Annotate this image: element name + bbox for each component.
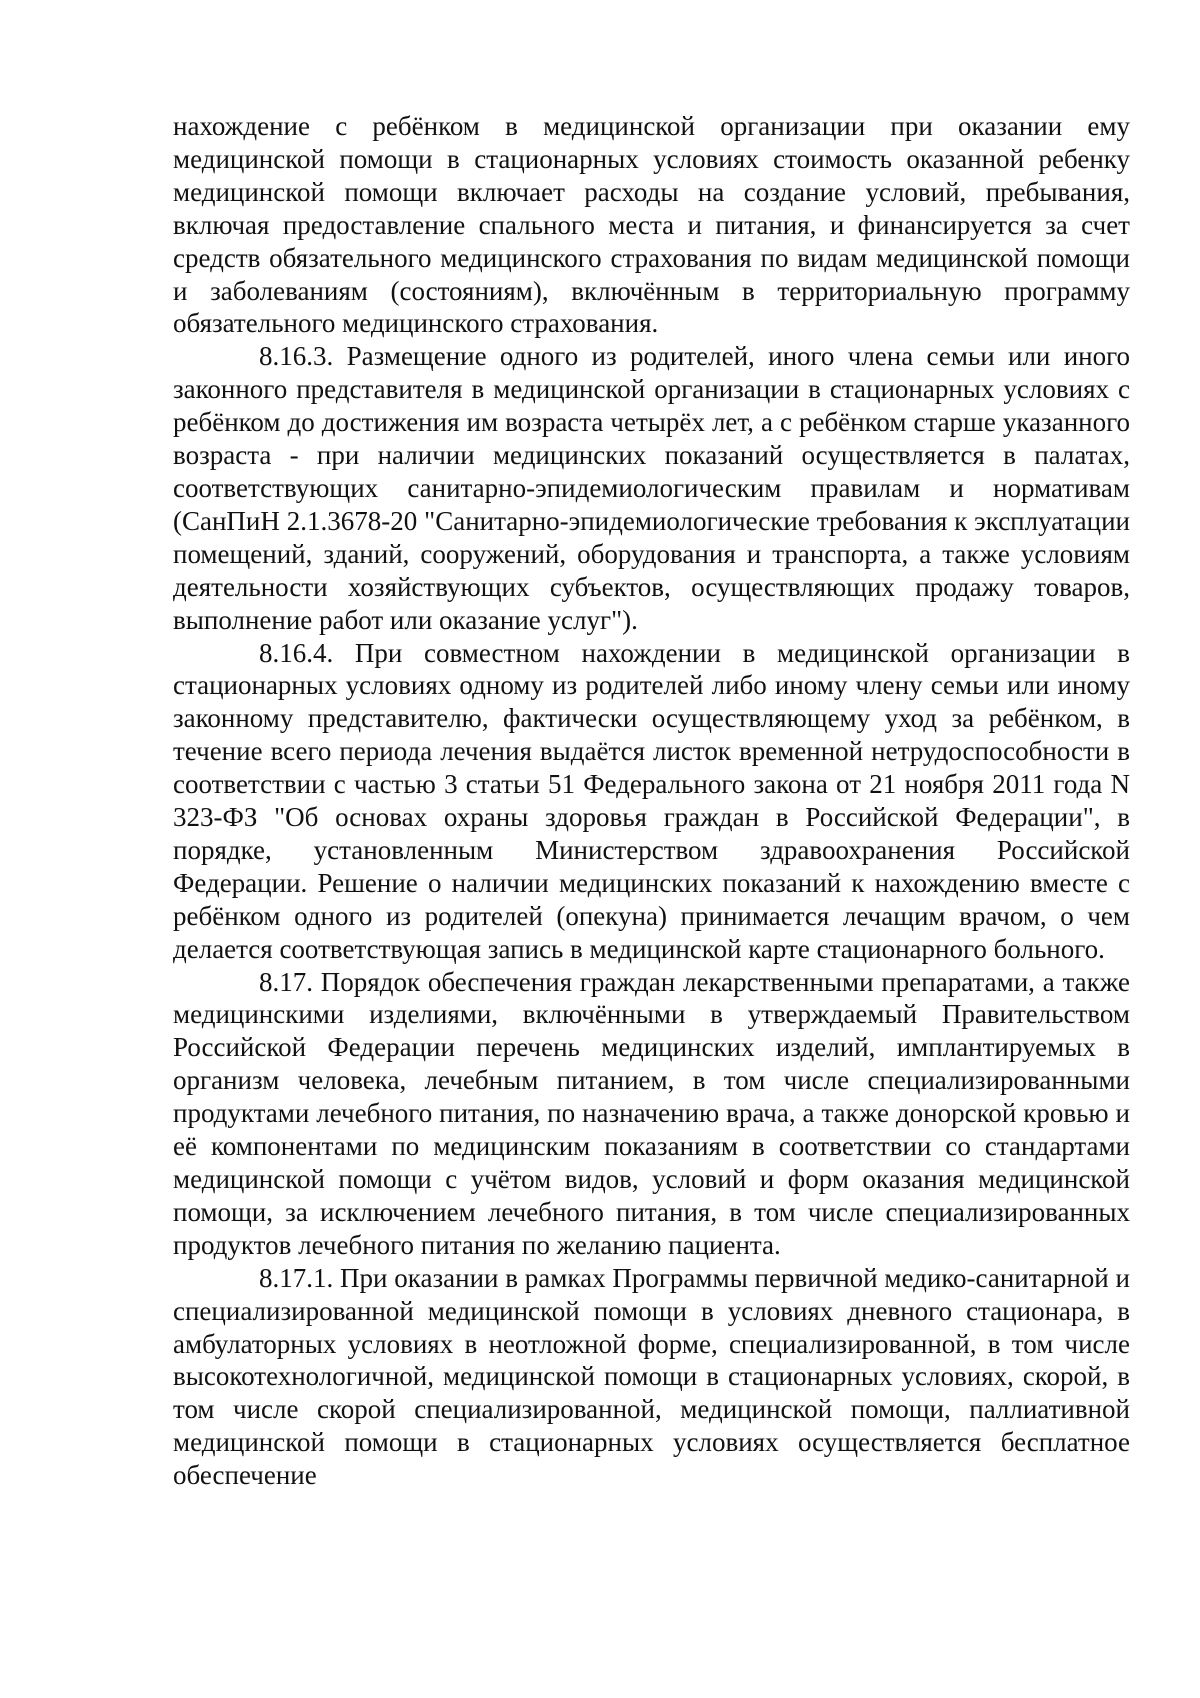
paragraph-continuation: нахождение с ребёнком в медицинской организации при оказании ему медицинской помощи в стационарных условиях стоимость оказанной ребенку медицинской помощи включает расходы на создание условий, пребывания, включая предоставление спального места и питания, и финансируется за счет средств обязательного медицинского страхования по видам медицинской помощи и заболеваниям (состояниям), включённым в территориальную программу обязательного медицинского страхования.	[173, 111, 1130, 339]
paragraph-8-17-1: 8.17.1. При оказании в рамках Программы первичной медико-санитарной и специализированной медицинской помощи в условиях дневного стационара, в амбулаторных условиях в неотложной форме, специализированной, в том числе высокотехнологичной, медицинской помощи в стационарных условиях, скорой, в том числе скорой специализированной, медицинской помощи, паллиативной медицинской помощи в стационарных условиях осуществляется бесплатное обеспечение	[173, 1262, 1130, 1491]
document-body	[173, 110, 1130, 1492]
paragraph-8-16-3: 8.16.3. Размещение одного из родителей, иного члена семьи или иного законного представителя в медицинской организации в стационарных условиях с ребёнком до достижения им возраста четырёх лет, а с ребёнком старше указанного возраста - при наличии медицинских показаний осуществляется в палатах, соответствующих санитарно-эпидемиологическим правилам и нормативам (СанПиН 2.1.3678-20 "Санитарно-эпидемиологические требования к эксплуатации помещений, зданий, сооружений, оборудования и транспорта, а также условиям деятельности хозяйствующих субъектов, осуществляющих продажу товаров, выполнение работ или оказание услуг").	[173, 341, 1130, 635]
paragraph-8-16-4: 8.16.4. При совместном нахождении в медицинской организации в стационарных условиях одному из родителей либо иному члену семьи или иному законному представителю, фактически осуществляющему уход за ребёнком, в течение всего периода лечения выдаётся листок временной нетрудоспособности в соответствии с частью 3 статьи 51 Федерального закона от 21 ноября 2011 года N 323-ФЗ "Об основах охраны здоровья граждан в Российской Федерации", в порядке, установленным Министерством здравоохранения Российской Федерации. Решение о наличии медицинских показаний к нахождению вместе с ребёнком одного из родителей (опекуна) принимается лечащим врачом, о чем делается соответствующая запись в медицинской карте стационарного больного.	[173, 637, 1130, 964]
paragraph-8-17: 8.17. Порядок обеспечения граждан лекарственными препаратами, а также медицинскими изделиями, включёнными в утверждаемый Правительством Российской Федерации перечень медицинских изделий, имплантируемых в организм человека, лечебным питанием, в том числе специализированными продуктами лечебного питания, по назначению врача, а также донорской кровью и её компонентами по медицинским показаниям в соответствии со стандартами медицинской помощи с учётом видов, условий и форм оказания медицинской помощи, за исключением лечебного питания, в том числе специализированных продуктов лечебного питания по желанию пациента.	[173, 966, 1130, 1260]
